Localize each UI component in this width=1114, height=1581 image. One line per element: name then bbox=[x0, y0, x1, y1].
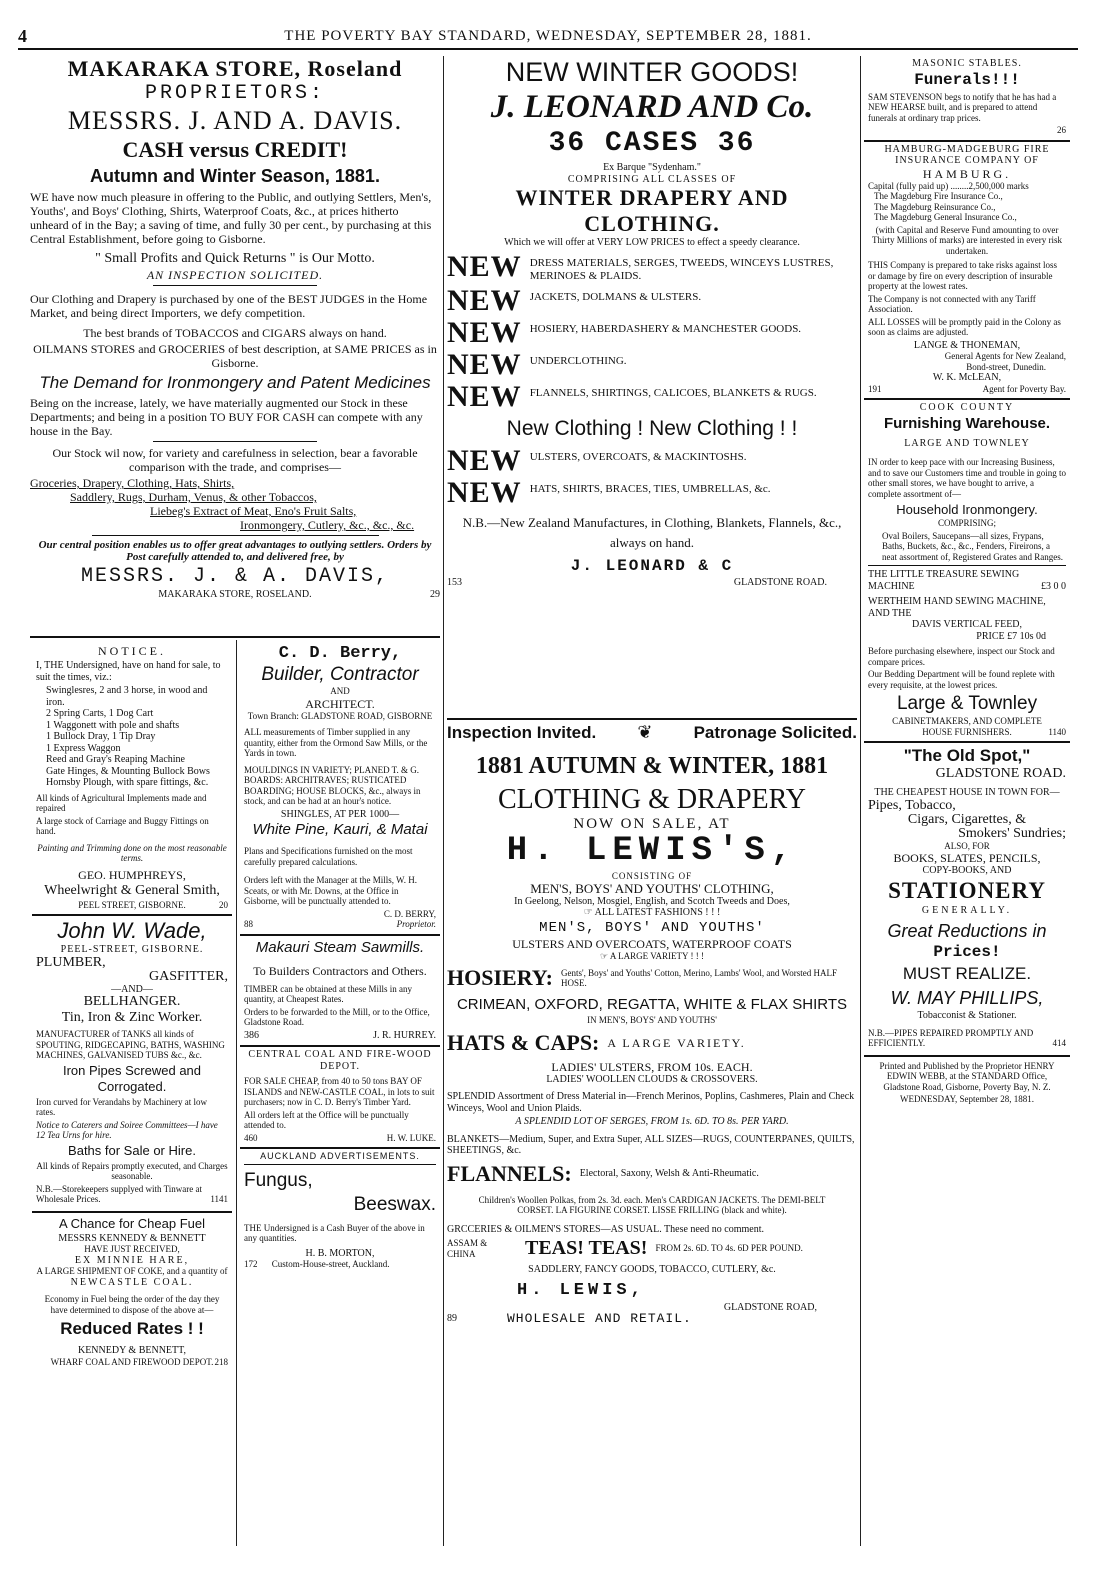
hamburg-reins: The Magdeburg Fire Insurance Co., bbox=[874, 191, 1003, 201]
inspection-solicited: AN INSPECTION SOLICITED. bbox=[146, 268, 324, 282]
makauri-body: TIMBER can be obtained at these Mills in any quantity, at Cheapest Rates. bbox=[244, 983, 412, 1004]
berry-footer bbox=[244, 919, 436, 930]
cook-comprising: COMPRISING; bbox=[937, 518, 996, 528]
lewis-teas: TEAS! TEAS! bbox=[525, 1237, 648, 1259]
berry-architect: ARCHITECT. bbox=[305, 696, 375, 711]
lewis-mens: MEN'S, BOYS' AND YOUTHS' CLOTHING, bbox=[530, 880, 774, 896]
auckland-beeswax: Beeswax. bbox=[353, 1193, 436, 1215]
new-label: NEW bbox=[447, 315, 522, 349]
new-label: NEW bbox=[447, 443, 522, 477]
page-number: 4 bbox=[18, 26, 27, 46]
lewis-saddlery: SADDLERY, FANCY GOODS, TOBACCO, CUTLERY, &c. bbox=[528, 1264, 776, 1275]
leonard-offer: Which we will offer at VERY LOW PRICES to effect a speedy clearance. bbox=[504, 237, 800, 248]
notice-item: 1 Waggonett with pole and shafts bbox=[46, 719, 180, 731]
stock-list-item: Groceries, Drapery, Clothing, Hats, Shirts, bbox=[30, 476, 235, 490]
hamburg-reins: The Magdeburg Reinsurance Co., bbox=[874, 201, 996, 212]
leonard-sign: J. LEONARD & C bbox=[570, 556, 734, 575]
ad-number: 29 bbox=[430, 589, 440, 600]
new-item: HOSIERY, HABERDASHERY & MANCHESTER GOODS. bbox=[529, 322, 802, 335]
cook-davis: DAVIS VERTICAL FEED, bbox=[911, 619, 1023, 630]
kennedy-ad bbox=[32, 1213, 232, 1372]
season-heading: Autumn and Winter Season, 1881. bbox=[90, 166, 380, 186]
new-item: JACKETS, DOLMANS & ULSTERS. bbox=[529, 290, 702, 303]
new-row bbox=[447, 315, 857, 349]
kennedy-reduced: Reduced Rates ! ! bbox=[60, 1319, 204, 1338]
hosiery-row bbox=[447, 965, 857, 991]
stock-list-item: Ironmongery, Cutlery, &c., &c., &c. bbox=[240, 518, 415, 532]
kennedy-depot: WHARF COAL AND FIREWOOD DEPOT. bbox=[50, 1356, 214, 1367]
wade-nb-row bbox=[36, 1184, 228, 1205]
notice-item: Gate Hinges, & Mounting Bullock Bows bbox=[46, 765, 210, 777]
berry-plans: Plans and Specifications furnished on the most carefully prepared calculations. bbox=[244, 846, 413, 867]
berry-ad bbox=[240, 642, 440, 936]
lewis-shirts: CRIMEAN, OXFORD, REGATTA, WHITE & FLAX SHIRTS bbox=[456, 996, 848, 1013]
auckland-sign: H. B. MORTON, bbox=[305, 1247, 375, 1259]
hand-pointer-icon: ☞ bbox=[600, 950, 610, 961]
hamburg-local: W. K. McLEAN, bbox=[932, 372, 1002, 383]
cook-names: LARGE AND TOWNLEY bbox=[904, 437, 1030, 449]
cook-household: Household Ironmongery. bbox=[896, 502, 1038, 517]
notice-name: GEO. HUMPHREYS, bbox=[78, 867, 186, 882]
makauri-to: To Builders Contractors and Others. bbox=[253, 963, 427, 978]
motto: " Small Profits and Quick Returns " is Our Motto. bbox=[95, 251, 375, 266]
new-item: HATS, SHIRTS, BRACES, TIES, UMBRELLAS, &c. bbox=[529, 482, 771, 495]
oldspot-pipes: Pipes, Tobacco, bbox=[868, 797, 956, 813]
wade-bellhanger: BELLHANGER. bbox=[83, 994, 181, 1009]
berry-name: C. D. Berry, bbox=[278, 644, 402, 663]
kennedy-footer bbox=[36, 1357, 228, 1368]
masthead-title: THE POVERTY BAY STANDARD, WEDNESDAY, SEPTEMBER 28, 1881. bbox=[284, 28, 812, 44]
wade-nb: N.B.—Storekeepers supplyed with Tinware at Wholesale Prices. bbox=[36, 1183, 202, 1204]
wade-baths: Baths for Sale or Hire. bbox=[68, 1142, 196, 1158]
lewis-ulsters: ULSTERS AND OVERCOATS, WATERPROOF COATS bbox=[512, 936, 792, 951]
new-item: DRESS MATERIALS, SERGES, TWEEDS, WINCEYS LUSTRES, MERINOES & PLAIDS. bbox=[529, 256, 834, 282]
lewis-geelong: In Geelong, Nelson, Mosgiel, English, and Scotch Tweeds and Does, bbox=[514, 895, 790, 907]
lewis-year-line: 1881 AUTUMN & WINTER, 1881 bbox=[475, 753, 829, 779]
divider bbox=[30, 636, 440, 638]
imprint bbox=[864, 1057, 1070, 1107]
column-rule bbox=[860, 56, 861, 1546]
kennedy-received: HAVE JUST RECEIVED, bbox=[84, 1244, 180, 1254]
lewis-address: GLADSTONE ROAD, bbox=[723, 1301, 817, 1313]
lewis-ladies: LADIES' ULSTERS, FROM 10s. EACH. bbox=[551, 1059, 753, 1074]
wade-name: John W. Wade, bbox=[57, 918, 207, 943]
new-item: FLANNELS, SHIRTINGS, CALICOES, BLANKETS & RUGS. bbox=[529, 386, 817, 399]
cook-sign-sub: CABINETMAKERS, AND COMPLETE bbox=[892, 716, 1042, 726]
leonard-name: J. LEONARD AND Co. bbox=[490, 89, 814, 125]
cook-wertheim: WERTHEIM HAND SEWING MACHINE, AND THE bbox=[868, 596, 1046, 619]
kennedy-economy: Economy in Fuel being the order of the day they have determined to dispose of the above at— bbox=[44, 1294, 220, 1315]
lewis-banner bbox=[447, 722, 857, 743]
lewis-clothing: CLOTHING & DRAPERY bbox=[497, 784, 806, 815]
oldspot-also: ALSO, FOR bbox=[944, 840, 990, 851]
oilmans-line: OILMANS STORES and GROCERIES of best description, at SAME PRICES as in Gisborne. bbox=[33, 342, 437, 370]
oldspot-reductions: Great Reductions in bbox=[887, 921, 1047, 941]
wade-pipes: Iron Pipes Screwed and Corrogated. bbox=[62, 1062, 202, 1094]
notice-address: PEEL STREET, GISBORNE. bbox=[78, 899, 186, 910]
wade-repairs: All kinds of Repairs promptly executed, and Charges seasonable. bbox=[36, 1160, 228, 1181]
inspection-invited: Inspection Invited. bbox=[447, 722, 597, 742]
hamburg-agents: LANGE & THONEMAN, bbox=[913, 339, 1021, 351]
cook-footer bbox=[868, 727, 1066, 738]
lewis-children: Children's Woollen Polkas, from 2s. 3d. each. Men's CARDIGAN JACKETS. The DEMI-BELT CORSET. LA FIGURINE CORSET. LISSE FRILLING (black and white). bbox=[478, 1194, 826, 1215]
coal-ad bbox=[240, 1047, 440, 1149]
leonard-winter: WINTER DRAPERY AND bbox=[515, 185, 789, 210]
lewis-latest-row bbox=[447, 907, 857, 919]
makauri-footer bbox=[244, 1030, 436, 1042]
leonard-ad bbox=[447, 56, 857, 716]
hats-row bbox=[447, 1030, 857, 1056]
lewis-hats-sub: A LARGE VARIETY. bbox=[607, 1035, 746, 1050]
new-item: UNDERCLOTHING. bbox=[529, 354, 627, 367]
berry-measure: ALL measurements of Timber supplied in any quantity, either from the Ormond Saw Mills, or the Yards in town. bbox=[244, 727, 428, 758]
auckland-body: THE Undersigned is a Cash Buyer of the above in any quantities. bbox=[244, 1222, 425, 1243]
coal-footer bbox=[244, 1133, 436, 1144]
hamburg-city: HAMBURG. bbox=[922, 166, 1012, 181]
leonard-ex: Ex Barque "Sydenham." bbox=[603, 162, 701, 173]
ad-number: 89 bbox=[447, 1313, 457, 1324]
tobaccos-line: The best brands of TOBACCOS and CIGARS always on hand. bbox=[83, 326, 387, 340]
leonard-footer bbox=[447, 577, 857, 589]
berry-branch: Town Branch: GLADSTONE ROAD, GISBORNE bbox=[247, 710, 433, 721]
kennedy-coal: NEWCASTLE COAL. bbox=[70, 1276, 194, 1288]
oldspot-smokers: Smokers' Sundries; bbox=[958, 825, 1066, 841]
wade-iron: Iron curved for Verandahs by Machinery at low rates. bbox=[36, 1096, 208, 1117]
leonard-headline: NEW WINTER GOODS! bbox=[505, 57, 799, 87]
new-label: NEW bbox=[447, 249, 522, 283]
oldspot-title: "The Old Spot," bbox=[903, 746, 1031, 765]
cook-davis-price: PRICE £7 10s 0d bbox=[976, 630, 1046, 642]
notice-item: 2 Spring Carts, 1 Dog Cart bbox=[46, 708, 154, 719]
new-label: NEW bbox=[447, 475, 522, 509]
column-rule bbox=[236, 640, 237, 1546]
lewis-flannels-sub: Electoral, Saxony, Welsh & Anti-Rheumatic. bbox=[579, 1167, 759, 1179]
oldspot-cheapest: THE CHEAPEST HOUSE IN TOWN FOR— bbox=[874, 787, 1060, 798]
ad-number: 218 bbox=[214, 1356, 228, 1367]
lewis-splendid: SPLENDID Assortment of Dress Material in—French Merinos, Poplins, Cashmeres, Plain and Check Winceys, Wool and Union Plaids. bbox=[447, 1091, 855, 1114]
new-row bbox=[447, 283, 857, 317]
makaraka-ad bbox=[30, 56, 440, 640]
berry-and: AND bbox=[330, 686, 350, 696]
leonard-nb: N.B.—New Zealand Manufactures, in Clothing, Blankets, Flannels, &c., always on hand. bbox=[462, 514, 842, 550]
cash-credit-heading: CASH versus CREDIT! bbox=[122, 137, 348, 162]
wade-ad bbox=[32, 916, 232, 1213]
ad-number: 386 bbox=[244, 1029, 259, 1041]
clothing-paragraph: Our Clothing and Drapery is purchased by one of the BEST JUDGES in the Home Market, and being direct Importers, we defy competition. bbox=[30, 292, 428, 320]
cook-body: IN order to keep pace with our Increasing Business, and to save our Customers time and trouble in going to other small stores, we have bought to arrive, a complete assortment of— bbox=[868, 457, 1066, 499]
hamburg-agents-sub: General Agents for New Zealand, bbox=[944, 351, 1066, 361]
berry-trade: Builder, Contractor bbox=[261, 664, 419, 685]
column-1a bbox=[32, 642, 232, 1547]
lewis-wholesale: WHOLESALE AND RETAIL. bbox=[507, 1311, 692, 1326]
new-clothing-heading: New Clothing ! New Clothing ! ! bbox=[506, 416, 798, 440]
notice-trade: Wheelwright & General Smith, bbox=[44, 882, 220, 898]
cook-treasure-price: £3 0 0 bbox=[1041, 580, 1066, 592]
makaraka-title: MAKARAKA STORE, Roseland bbox=[67, 56, 403, 81]
cook-title: COOK COUNTY bbox=[919, 402, 1015, 413]
cook-before: Before purchasing elsewhere, inspect our Stock and compare prices. bbox=[868, 646, 1055, 667]
oldspot-prices: Prices! bbox=[933, 943, 1001, 961]
lewis-serges: A SPLENDID LOT OF SERGES, FROM 1s. 6D. TO 8s. PER YARD. bbox=[515, 1116, 789, 1127]
new-row bbox=[447, 249, 857, 283]
lewis-consisting: CONSISTING OF bbox=[611, 871, 693, 881]
makauri-orders: Orders to be forwarded to the Mill, or to the Office, Gladstone Road. bbox=[244, 1006, 430, 1027]
berry-shingles: SHINGLES, AT PER 1000— bbox=[280, 808, 400, 820]
makaraka-signature: MESSRS. J. & A. DAVIS, bbox=[80, 565, 390, 588]
notice-item: 1 Express Waggon bbox=[46, 742, 121, 754]
cook-sign: Large & Townley bbox=[896, 693, 1038, 714]
berry-woods: White Pine, Kauri, & Matai bbox=[252, 821, 428, 838]
auckland-fungus: Fungus, bbox=[244, 1169, 313, 1191]
hamburg-capital: Capital (fully paid up) ........2,500,000 marks bbox=[868, 180, 1029, 191]
kennedy-names: MESSRS KENNEDY & BENNETT bbox=[58, 1232, 206, 1244]
ad-number: 26 bbox=[1057, 125, 1066, 135]
imprint-text: Printed and Published by the Proprietor HENRY EDWIN WEBB, at the STANDARD Office, Gladstone Road, Gisborne, Poverty Bay, N. Z. bbox=[879, 1060, 1055, 1092]
lewis-assam: ASSAM & CHINA bbox=[447, 1238, 488, 1259]
central-position: Our central position enables us to offer great advantages to outlying settlers. Orders by Post carefully attended to, and delivered free, by bbox=[38, 539, 432, 563]
divider bbox=[92, 535, 379, 536]
hamburg-reins: The Magdeburg General Insurance Co., bbox=[874, 212, 1017, 222]
masonic-funerals: Funerals!!! bbox=[914, 70, 1020, 89]
oldspot-nb-row bbox=[868, 1028, 1066, 1049]
hamburg-body: THIS Company is prepared to take risks against loss or damage by fire on every description of insurable property at the lowest rates. bbox=[868, 260, 1057, 291]
lewis-now-on: NOW ON SALE, AT bbox=[573, 816, 731, 832]
notice-item: Reed and Gray's Reaping Machine bbox=[46, 754, 185, 765]
masonic-ad bbox=[864, 56, 1070, 142]
cook-subtitle: Furnishing Warehouse. bbox=[883, 414, 1051, 432]
new-row bbox=[447, 443, 857, 477]
masonic-body: SAM STEVENSON begs to notify that he has had a NEW HEARSE built, and is prepared to attend funerals at ordinary trap prices. bbox=[868, 91, 1057, 123]
notice-footer bbox=[36, 900, 228, 911]
lewis-ladies-woollen: LADIES' WOOLLEN CLOUDS & CROSSOVERS. bbox=[546, 1073, 758, 1085]
oldspot-books: BOOKS, SLATES, PENCILS, bbox=[893, 851, 1041, 865]
wade-caterers: Notice to Caterers and Soiree Committees—I have 12 Tea Urns for hire. bbox=[36, 1119, 218, 1140]
leonard-comprising: COMPRISING ALL CLASSES OF bbox=[567, 173, 737, 185]
masonic-title: MASONIC STABLES. bbox=[912, 58, 1022, 69]
oldspot-cigars: Cigars, Cigarettes, & bbox=[907, 811, 1027, 827]
notice-agri: All kinds of Agricultural Implements made and repaired bbox=[36, 792, 207, 813]
oldspot-road: GLADSTONE ROAD. bbox=[935, 766, 1066, 781]
makaraka-intro: WE have now much pleasure in offering to the Public, and outlying Settlers, Men's, Youths', and Boys' Clothing, Shirts, Waterproof Coats, &c., at prices hitherto unheard of in the Bay; a saving of time, and fully 30 per cent., by purchasing at this Central Establishment, before going to Gisborne. bbox=[30, 190, 432, 246]
lewis-mens-boys: MEN'S, BOYS' AND YOUTHS' bbox=[539, 919, 765, 936]
berry-orders: Orders left with the Manager at the Mills, W. H. Sceats, or with Mr. Downs, at the Office in Gisborne, will be punctually attended to. bbox=[244, 875, 417, 906]
new-label: NEW bbox=[447, 347, 522, 381]
right-column bbox=[864, 56, 1070, 1548]
demand-heading: The Demand for Ironmongery and Patent Medicines bbox=[39, 373, 431, 392]
teas-row bbox=[447, 1237, 857, 1260]
wade-and: —AND— bbox=[111, 983, 153, 995]
hamburg-local-sub: Agent for Poverty Bay. bbox=[982, 383, 1066, 394]
stock-list-item: Saddlery, Rugs, Durham, Venus, & other Tobaccos, bbox=[70, 490, 317, 504]
treasure-row bbox=[868, 569, 1066, 592]
lewis-flannels: FLANNELS: bbox=[447, 1160, 572, 1186]
proprietor-names: MESSRS. J. AND A. DAVIS. bbox=[67, 106, 403, 135]
cook-ad bbox=[864, 400, 1070, 743]
cook-sign-sub2: HOUSE FURNISHERS. bbox=[922, 726, 1012, 737]
berry-proprietor: Proprietor. bbox=[396, 919, 436, 929]
column-1b bbox=[240, 642, 440, 1547]
auckland-ad bbox=[240, 1149, 440, 1274]
hamburg-footer bbox=[868, 384, 1066, 395]
leonard-cases: 36 CASES 36 bbox=[548, 128, 756, 159]
new-row bbox=[447, 347, 857, 381]
kennedy-ship: EX MINNIE HARE, bbox=[74, 1254, 190, 1266]
notice-intro: I, THE Undersigned, have on hand for sale, to suit the times, viz.: bbox=[36, 660, 221, 683]
flannels-row bbox=[447, 1161, 857, 1187]
lewis-shirts-sub: IN MEN'S, BOYS' AND YOUTHS' bbox=[587, 1015, 717, 1025]
new-label: NEW bbox=[447, 283, 522, 317]
lewis-teas-price: FROM 2s. 6D. TO 4s. 6D PER POUND. bbox=[655, 1243, 803, 1254]
ad-number: 172 bbox=[244, 1259, 258, 1269]
hamburg-tariff: The Company is not connected with any Tariff Association. bbox=[868, 293, 1036, 314]
oldspot-ad bbox=[864, 743, 1070, 1057]
notice-item: 1 Bullock Dray, 1 Tip Dray bbox=[46, 731, 156, 742]
wade-plumber: PLUMBER, bbox=[36, 954, 106, 970]
ad-number: 1141 bbox=[210, 1194, 228, 1204]
oldspot-nb: N.B.—PIPES REPAIRED PROMPTLY AND EFFICIENTLY. bbox=[868, 1027, 1034, 1048]
makauri-ad bbox=[240, 936, 440, 1048]
hamburg-title: HAMBURG-MADGEBURG FIRE INSURANCE COMPANY OF bbox=[884, 143, 1050, 166]
column-rule bbox=[443, 56, 444, 1546]
new-label: NEW bbox=[447, 379, 522, 413]
cook-treasure: THE LITTLE TREASURE SEWING MACHINE bbox=[868, 569, 1020, 592]
lewis-latest: ALL LATEST FASHIONS ! ! ! bbox=[594, 907, 721, 918]
oldspot-stationery: STATIONERY bbox=[888, 877, 1046, 903]
page-header bbox=[18, 26, 1078, 50]
new-item: ULSTERS, OVERCOATS, & MACKINTOSHS. bbox=[529, 450, 747, 463]
ad-number: 460 bbox=[244, 1132, 258, 1143]
makauri-sign: J. R. HURREY. bbox=[373, 1029, 436, 1041]
oldspot-must: MUST REALIZE. bbox=[902, 964, 1032, 983]
divider bbox=[868, 565, 1066, 566]
cook-bedding: Our Bedding Department will be found replete with every requisite, at the lowest prices. bbox=[868, 669, 1055, 690]
hamburg-losses: ALL LOSSES will be promptly paid in the Colony as soon as claims are adjusted. bbox=[868, 316, 1061, 337]
notice-ad bbox=[32, 642, 232, 916]
coal-body: FOR SALE CHEAP, from 40 to 50 tons BAY OF ISLANDS and NEW-CASTLE COAL, in lots to suit purchasers; now in C. D. Berry's Timber Yard. bbox=[244, 1076, 435, 1107]
makaraka-address: MAKARAKA STORE, ROSELAND. bbox=[158, 589, 312, 600]
lewis-variety-row bbox=[447, 951, 857, 962]
stock-paragraph: Our Stock wil now, for variety and carefulness in selection, bear a favorable comparison with the trade, and comprises— bbox=[52, 446, 418, 474]
wade-workers: Tin, Iron & Zinc Worker. bbox=[61, 1010, 203, 1025]
demand-body: Being on the increase, lately, we have materially augmented our Stock in these Departments; and being in a position TO BUY FOR CASH can compete with any house in the Bay. bbox=[30, 396, 423, 438]
divider bbox=[153, 441, 317, 442]
hamburg-capital-note: (with Capital and Reserve Fund amounting to over Thirty Millions of marks) are interested in every risk undertaken. bbox=[872, 224, 1062, 256]
lewis-hosiery: HOSIERY: bbox=[447, 965, 554, 990]
kennedy-title: A Chance for Cheap Fuel bbox=[59, 1215, 205, 1231]
makaraka-sign-sub bbox=[30, 589, 440, 601]
oldspot-generally: GENERALLY. bbox=[921, 904, 1013, 916]
kennedy-shipment: A LARGE SHIPMENT OF COKE, and a quantity of bbox=[36, 1266, 228, 1276]
lewis-name: H. LEWIS'S, bbox=[506, 832, 798, 870]
hand-pointer-icon: ☞ bbox=[583, 907, 595, 918]
notice-item: Hornsby Plough, with spare fittings, &c. bbox=[46, 777, 209, 788]
berry-mouldings: MOULDINGS IN VARIETY; PLANED T. & G. BOARDS: ARCHITRAVES; RUSTICATED BOARDING; HOUSE BLOCKS, &c., always in stock, and can be had at an hour's notice. bbox=[244, 764, 421, 806]
wade-gasfitter: GASFITTER, bbox=[149, 968, 228, 984]
lewis-hosiery-body: Gents', Boys' and Youths' Cotton, Merino, Lambs' Wool, and Worsted HALF HOSE. bbox=[561, 967, 837, 988]
divider bbox=[447, 718, 857, 720]
new-row bbox=[447, 379, 857, 413]
wade-street: PEEL-STREET, GISBORNE. bbox=[60, 944, 204, 955]
lewis-blankets: BLANKETS—Medium, Super, and Extra Super, ALL SIZES—RUGS, COUNTERPANES, QUILTS, SHEETINGS, &c. bbox=[447, 1133, 855, 1156]
coal-sign: H. W. LUKE. bbox=[386, 1132, 436, 1143]
oldspot-copy: COPY-BOOKS, AND bbox=[922, 865, 1012, 876]
leonard-clothing: CLOTHING. bbox=[584, 211, 720, 236]
hamburg-ad bbox=[864, 142, 1070, 401]
ad-number: 88 bbox=[244, 919, 253, 929]
ad-number: 153 bbox=[447, 576, 462, 588]
ad-number: 191 bbox=[868, 383, 882, 394]
imprint-date: WEDNESDAY, September 28, 1881. bbox=[900, 1094, 1034, 1104]
oldspot-trade: Tobacconist & Stationer. bbox=[917, 1010, 1017, 1021]
lewis-sign: H. LEWIS, bbox=[517, 1280, 645, 1300]
cook-items: Oval Boilers, Saucepans—all sizes, Frypans, Baths, Buckets, &c., &c., Fenders, Fireirons, a neat assortment of, Registered Grates and Ranges. bbox=[882, 530, 1063, 562]
auckland-footer bbox=[244, 1259, 436, 1270]
lewis-footer bbox=[447, 1313, 857, 1325]
auckland-address: Custom-House-street, Auckland. bbox=[271, 1259, 390, 1269]
ornament-icon: ❦ bbox=[637, 722, 653, 742]
lewis-ad bbox=[447, 722, 857, 1548]
lewis-variety: A LARGE VARIETY ! ! ! bbox=[609, 950, 704, 961]
notice-item: Swinglesres, 2 and 3 horse, in wood and iron. bbox=[46, 685, 208, 708]
notice-title: NOTICE. bbox=[98, 644, 166, 658]
notice-stock: A large stock of Carriage and Buggy Fittings on hand. bbox=[36, 815, 209, 836]
auckland-header: AUCKLAND ADVERTISEMENTS. bbox=[244, 1151, 436, 1165]
ad-number: 20 bbox=[219, 899, 228, 910]
ad-number: 1140 bbox=[1048, 726, 1066, 737]
lewis-hats: HATS & CAPS: bbox=[447, 1029, 600, 1055]
oldspot-name: W. MAY PHILLIPS, bbox=[890, 988, 1044, 1008]
berry-sign: C. D. BERRY, bbox=[383, 908, 436, 919]
hamburg-street: Bond-street, Dunedin. bbox=[966, 361, 1046, 372]
coal-orders: All orders left at the Office will be punctually attended to. bbox=[244, 1109, 409, 1130]
wade-manufacturer: MANUFACTURER of TANKS all kinds of SPOUTING, RIDGECAPING, BATHS, WASHING MACHINES, GALVANISED TUBS &c., &c. bbox=[36, 1029, 225, 1060]
proprietors-label: PROPRIETORS: bbox=[144, 82, 326, 105]
stock-list-item: Liebeg's Extract of Meat, Eno's Fruit Salts, bbox=[150, 504, 357, 518]
ad-number: 414 bbox=[1052, 1038, 1066, 1048]
patronage-solicited: Patronage Solicited. bbox=[693, 722, 857, 742]
new-row bbox=[447, 475, 857, 509]
notice-painting: Painting and Trimming done on the most reasonable terms. bbox=[37, 842, 227, 863]
lewis-groceries: GRCCERIES & OILMEN'S STORES—AS USUAL. These need no comment. bbox=[447, 1223, 764, 1235]
coal-title: CENTRAL COAL AND FIRE-WOOD DEPOT. bbox=[248, 1049, 432, 1072]
kennedy-sign: KENNEDY & BENNETT, bbox=[77, 1345, 187, 1356]
leonard-address: GLADSTONE ROAD. bbox=[733, 576, 827, 588]
makauri-title: Makauri Steam Sawmills. bbox=[255, 938, 425, 956]
divider bbox=[153, 285, 317, 286]
